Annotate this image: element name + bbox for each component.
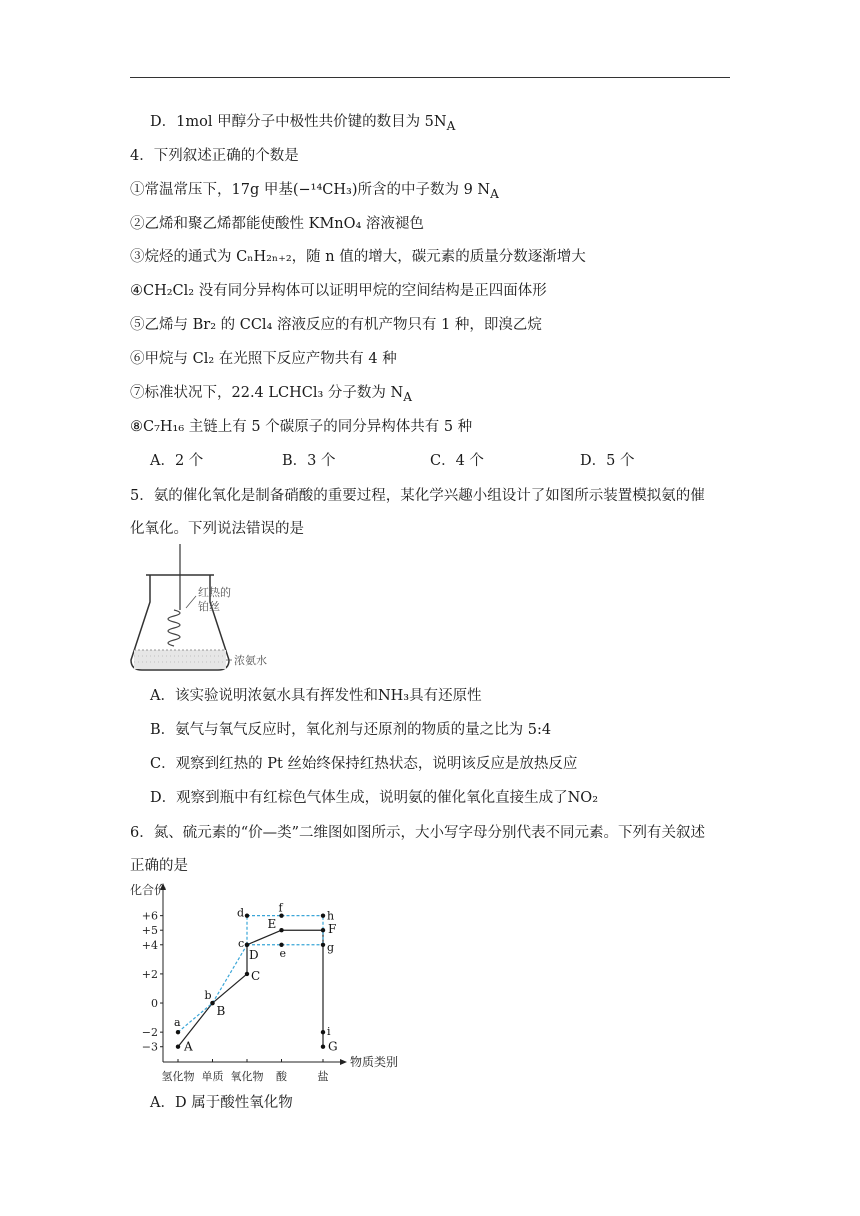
x-axis-arrow — [340, 1059, 347, 1065]
point-i — [321, 1030, 325, 1034]
y-tick-label: −3 — [141, 1040, 158, 1054]
y-tick-label: +5 — [141, 924, 158, 938]
point-label-e: e — [279, 946, 287, 960]
point-E — [279, 928, 283, 932]
q5-stem-line2: 化氧化。下列说法错误的是 — [130, 521, 304, 537]
point-label-G: G — [328, 1039, 338, 1054]
q4-option-b: B．3 个 — [282, 453, 336, 469]
q6-stem-line2: 正确的是 — [130, 858, 188, 874]
point-d — [245, 913, 249, 917]
point-label-B: B — [216, 1004, 226, 1019]
q4-item-6: ⑥甲烷与 Cl₂ 在光照下反应产物共有 4 种 — [130, 351, 397, 367]
y-tick-label: +4 — [141, 938, 158, 952]
q4-item-3: ③烷烃的通式为 CₙH₂ₙ₊₂，随 n 值的增大，碳元素的质量分数逐渐增大 — [130, 249, 586, 265]
q5-option-d: D．观察到瓶中有红棕色气体生成，说明氨的催化氧化直接生成了NO₂ — [150, 790, 599, 806]
point-label-d: d — [237, 906, 245, 920]
q4-item-5: ⑤乙烯与 Br₂ 的 CCl₄ 溶液反应的有机产物只有 1 种，即溴乙烷 — [130, 317, 542, 333]
point-A — [176, 1045, 180, 1049]
y-tick-label: −2 — [141, 1026, 158, 1040]
x-tick-label: 氢化物 — [161, 1070, 195, 1083]
q4-item-7 — [130, 383, 412, 407]
point-g — [321, 943, 325, 947]
point-C — [245, 972, 249, 976]
point-G — [321, 1045, 325, 1049]
point-label-i: i — [327, 1025, 331, 1039]
point-label-f: f — [278, 901, 283, 915]
point-label-g: g — [327, 940, 335, 954]
q4-option-c: C．4 个 — [430, 453, 484, 469]
x-tick-label: 酸 — [276, 1070, 287, 1083]
point-F — [321, 928, 325, 932]
subscript: A — [490, 186, 499, 201]
q3-option-d — [150, 112, 455, 136]
x-tick-label: 盐 — [317, 1070, 329, 1083]
q5-stem-line1: 5．氨的催化氧化是制备硝酸的重要过程，某化学兴趣小组设计了如图所示装置模拟氨的催 — [130, 488, 705, 504]
point-label-c: c — [238, 936, 245, 950]
q5-option-a: A．该实验说明浓氨水具有挥发性和NH₃具有还原性 — [150, 688, 482, 704]
q4-option-d: D．5 个 — [580, 453, 635, 469]
y-tick-label: +6 — [141, 909, 158, 923]
dashed-segment — [213, 945, 248, 1003]
y-tick-label: +2 — [141, 967, 158, 981]
point-label-h: h — [327, 909, 335, 923]
point-label-C: C — [251, 968, 261, 983]
x-tick-label: 氧化物 — [230, 1070, 264, 1083]
point-label-b: b — [204, 989, 212, 1003]
label-wire-line1: 红热的 — [198, 586, 231, 599]
point-a — [176, 1030, 180, 1034]
point-label-F: F — [328, 922, 337, 937]
q4-item-1-text: ①常温常压下，17g 甲基(−¹⁴CH₃)所含的中子数为 9 N — [130, 182, 491, 198]
dashed-segment — [178, 1003, 213, 1032]
point-label-D: D — [249, 947, 259, 962]
q4-item-2: ②乙烯和聚乙烯都能使酸性 KMnO₄ 溶液褪色 — [130, 216, 424, 232]
flask-diagram — [128, 540, 378, 675]
label-wire-line2: 铂丝 — [198, 600, 220, 613]
point-c — [245, 943, 249, 947]
q4-item-7-text: ⑦标准状况下，22.4 LCHCl₃ 分子数为 N — [130, 385, 404, 401]
y-tick-label: 0 — [151, 997, 158, 1011]
point-label-a: a — [174, 1016, 181, 1030]
y-axis-label: 化合价 — [130, 883, 167, 897]
q3-option-d-text: D．1mol 甲醇分子中极性共价键的数目为 5N — [150, 114, 447, 130]
q4-item-4: ④CH₂Cl₂ 没有同分异构体可以证明甲烷的空间结构是正四面体形 — [130, 283, 547, 299]
point-h — [321, 913, 325, 917]
q6-stem-line1: 6．氮、硫元素的“价—类”二维图如图所示，大小写字母分别代表不同元素。下列有关叙述 — [130, 825, 706, 841]
q5-option-b: B．氨气与氧气反应时，氧化剂与还原剂的物质的量之比为 5:4 — [150, 722, 552, 738]
label-ammonia-water: 浓氨水 — [234, 654, 267, 667]
q4-item-8: ⑧C₇H₁₆ 主链上有 5 个碳原子的同分异构体共有 5 种 — [130, 419, 473, 435]
valence-class-chart — [128, 878, 418, 1088]
q4-item-1 — [130, 180, 499, 204]
solid-segment — [247, 930, 282, 945]
x-axis-label: 物质类别 — [350, 1055, 399, 1069]
solid-segment — [213, 974, 248, 1003]
subscript: A — [403, 389, 412, 404]
x-tick-label: 单质 — [201, 1070, 224, 1083]
header-rule — [130, 77, 730, 78]
subscript: A — [446, 118, 456, 133]
point-label-E: E — [267, 917, 277, 932]
q6-option-a: A．D 属于酸性氧化物 — [150, 1095, 293, 1111]
point-label-A: A — [184, 1039, 193, 1054]
q5-option-c: C．观察到红热的 Pt 丝始终保持红热状态，说明该反应是放热反应 — [150, 756, 578, 772]
q4-option-a: A．2 个 — [150, 453, 204, 469]
q4-stem: 4．下列叙述正确的个数是 — [130, 148, 299, 164]
